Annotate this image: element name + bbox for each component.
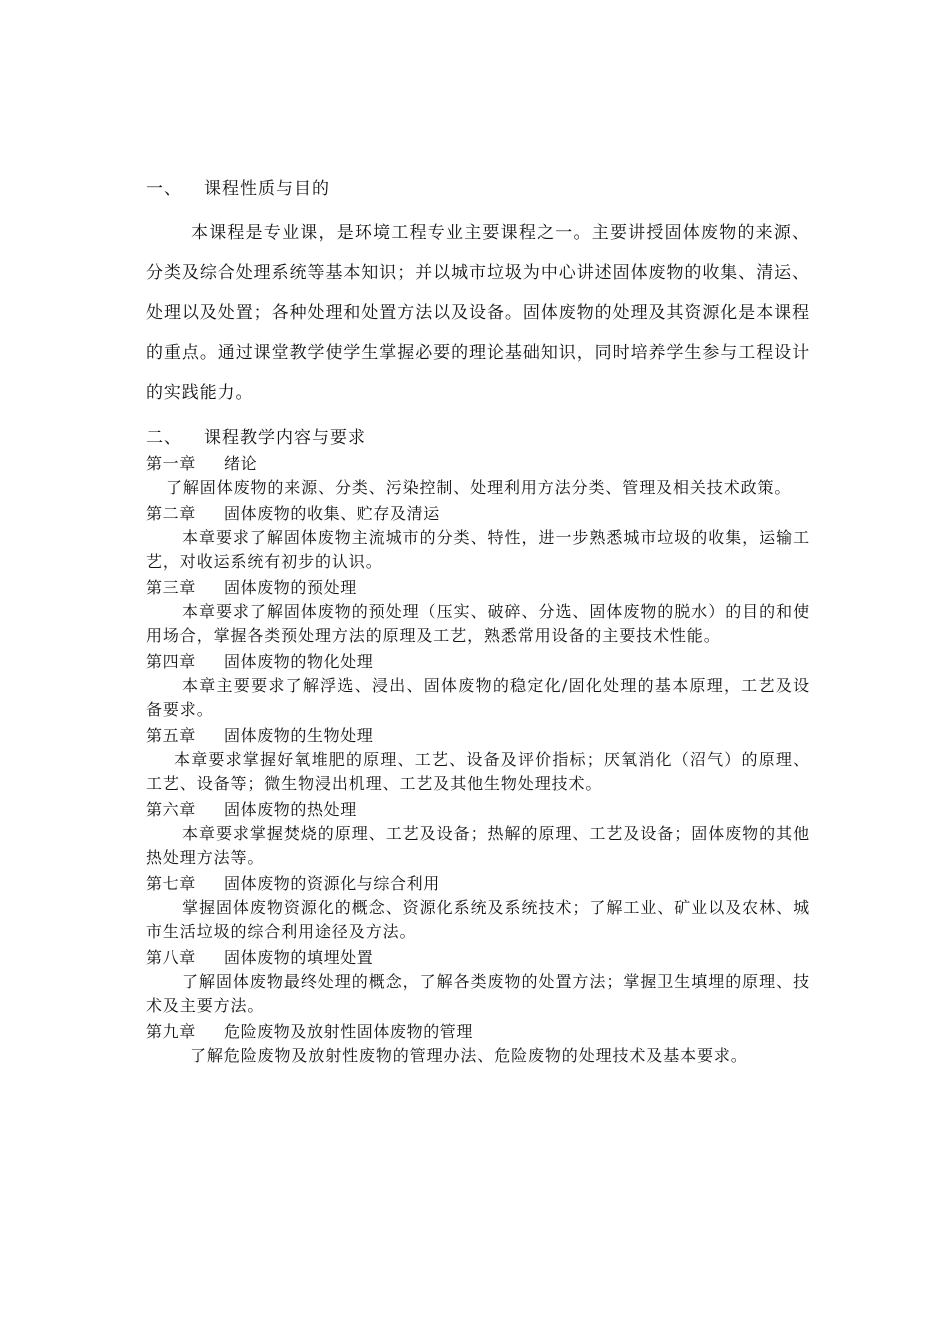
chapter-title [146,798,810,822]
chapter-title [146,650,810,674]
chapter-name: 危险废物及放射性固体废物的管理 [224,1022,474,1041]
section-2-number: 二、 [146,428,182,448]
chapter-name: 绪论 [224,454,258,473]
chapter-title [146,576,810,600]
chapter-title [146,872,810,896]
chapter-name: 固体废物的预处理 [224,578,357,597]
chapter-4 [146,650,810,722]
section-1-paragraph: 本课程是专业课，是环境工程专业主要课程之一。主要讲授固体废物的来源、分类及综合处理系统等基本知识；并以城市垃圾为中心讲述固体废物的收集、清运、处理以及处置；各种处理和处置方法以及设备。固体废物的处理及其资源化是本课程的重点。通过课堂教学使学生掌握必要的理论基础知识，同时培养学生参与工程设计的实践能力。 [146,223,810,403]
chapter-5 [146,724,810,796]
chapter-9 [146,1020,810,1068]
chapter-number: 第二章 [146,504,196,523]
chapter-name: 固体废物的填埋处置 [224,948,374,967]
chapter-number: 第八章 [146,948,196,967]
chapter-number: 第六章 [146,800,196,819]
chapter-number: 第五章 [146,726,196,745]
chapter-description: 本章主要要求了解浮选、浸出、固体废物的稳定化/固化处理的基本原理，工艺及设备要求。 [146,676,810,719]
chapter-number: 第九章 [146,1022,196,1041]
chapter-description: 本章要求掌握焚烧的原理、工艺及设备；热解的原理、工艺及设备；固体废物的其他热处理方法等。 [146,824,810,867]
chapter-description: 掌握固体废物资源化的概念、资源化系统及系统技术；了解工业、矿业以及农林、城市生活垃圾的综合利用途径及方法。 [146,898,810,941]
chapter-name: 固体废物的资源化与综合利用 [224,874,440,893]
chapter-description: 本章要求了解固体废物的预处理（压实、破碎、分选、固体废物的脱水）的目的和使用场合，掌握各类预处理方法的原理及工艺，熟悉常用设备的主要技术性能。 [146,602,810,645]
chapter-description: 本章要求掌握好氧堆肥的原理、工艺、设备及评价指标；厌氧消化（沼气）的原理、工艺、设备等；微生物浸出机理、工艺及其他生物处理技术。 [146,750,810,793]
chapter-description: 本章要求了解固体废物主流城市的分类、特性，进一步熟悉城市垃圾的收集，运输工艺，对收运系统有初步的认识。 [146,528,810,571]
chapter-title [146,946,810,970]
chapter-name: 固体废物的热处理 [224,800,357,819]
chapter-3 [146,576,810,648]
section-1-title: 课程性质与目的 [204,179,330,199]
chapter-6 [146,798,810,870]
chapter-description: 了解固体废物最终处理的概念，了解各类废物的处置方法；掌握卫生填埋的原理、技术及主要方法。 [146,972,810,1015]
chapter-8 [146,946,810,1018]
chapter-title [146,502,810,526]
section-1-heading [146,176,810,203]
chapter-number: 第四章 [146,652,196,671]
chapter-title [146,724,810,748]
chapter-name: 固体废物的生物处理 [224,726,374,745]
chapter-number: 第七章 [146,874,196,893]
chapter-1 [146,452,810,500]
document-content [146,176,810,1070]
section-2-title: 课程教学内容与要求 [204,428,366,448]
chapter-number: 第一章 [146,454,196,473]
chapter-7 [146,872,810,944]
chapter-2 [146,502,810,574]
chapter-description: 了解危险废物及放射性废物的管理办法、危险废物的处理技术及基本要求。 [190,1046,748,1065]
chapter-name: 固体废物的收集、贮存及清运 [224,504,440,523]
chapter-description: 了解固体废物的来源、分类、污染控制、处理利用方法分类、管理及相关技术政策。 [166,478,792,497]
section-2 [146,425,810,1068]
section-2-heading [146,425,810,452]
chapter-name: 固体废物的物化处理 [224,652,374,671]
chapter-number: 第三章 [146,578,196,597]
section-1-number: 一、 [146,179,182,199]
chapter-title [146,452,810,476]
chapter-title [146,1020,810,1044]
